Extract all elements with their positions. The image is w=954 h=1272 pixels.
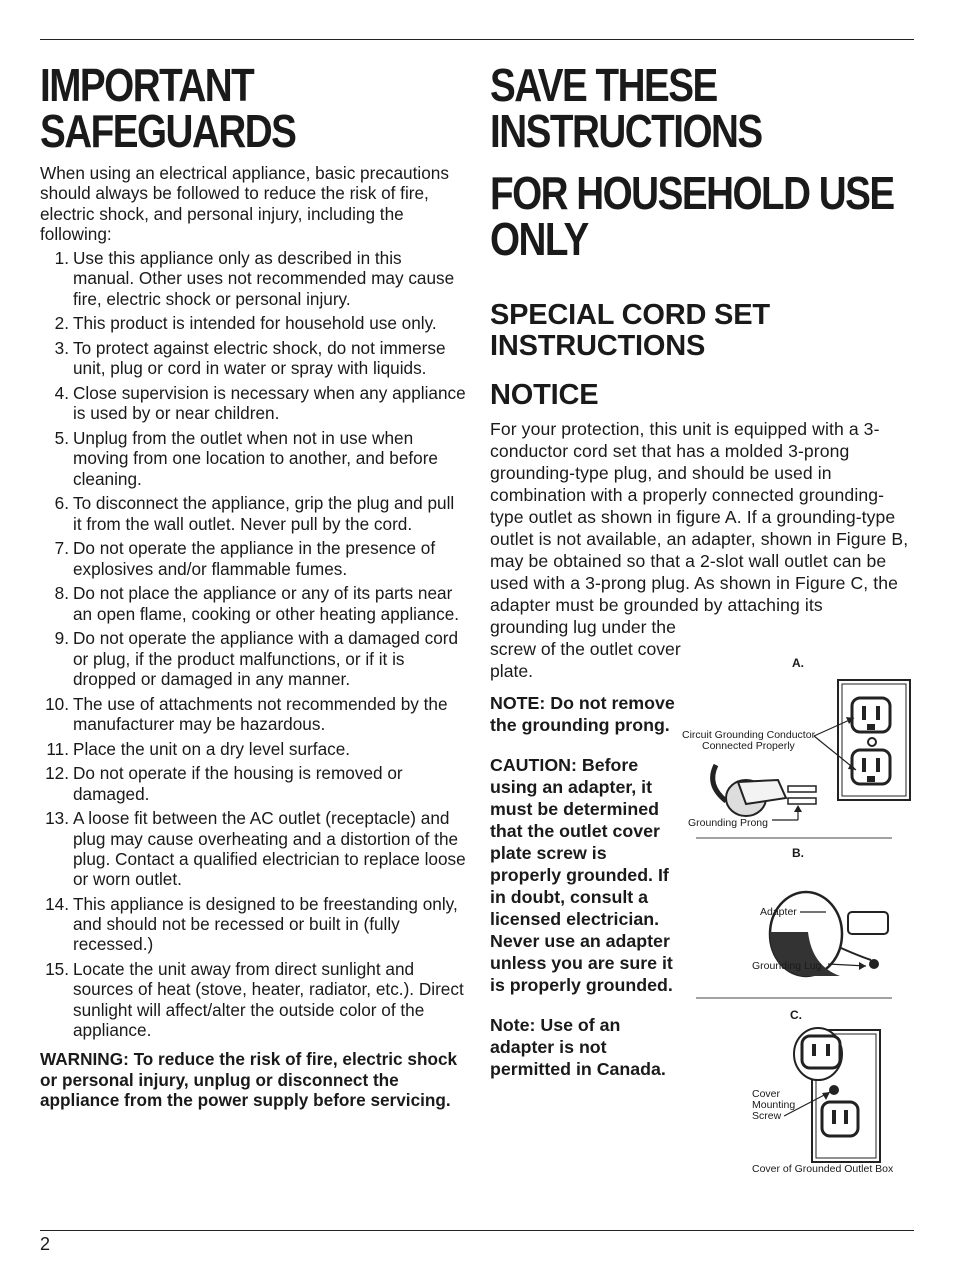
screw-label: Screw bbox=[752, 1110, 782, 1122]
safeguard-number: 3. bbox=[54, 338, 69, 359]
safeguard-text: Close supervision is necessary when any appliance is used by or near children. bbox=[73, 383, 466, 424]
safeguard-text: Do not place the appliance or any of its parts near an open flame, cooking or other heating appliance. bbox=[73, 583, 460, 624]
safeguard-number: 4. bbox=[54, 383, 69, 404]
outlet-figures bbox=[676, 650, 916, 1190]
safeguard-number: 2. bbox=[54, 313, 69, 334]
adapter-label: Adapter bbox=[760, 906, 797, 918]
safeguard-text: To protect against electric shock, do not immerse unit, plug or cord in water or spray with liquids. bbox=[73, 338, 446, 379]
safeguard-number: 8. bbox=[54, 583, 69, 604]
safeguard-item bbox=[40, 894, 466, 955]
safeguard-text: This product is intended for household use only. bbox=[73, 313, 437, 334]
safeguard-text: Do not operate if the housing is removed or damaged. bbox=[73, 763, 403, 804]
notice-heading: NOTICE bbox=[490, 379, 599, 411]
cord-set-heading: SPECIAL CORD SET INSTRUCTIONS bbox=[490, 299, 770, 362]
safeguard-number: 11. bbox=[46, 738, 69, 759]
cover-label: Cover bbox=[752, 1088, 781, 1100]
safeguard-text: The use of attachments not recommended by the manufacturer may be hazardous. bbox=[73, 693, 448, 734]
notice-continued: grounding lug under the screw of the outlet cover plate. bbox=[490, 617, 681, 681]
safeguard-item bbox=[40, 739, 466, 759]
grounding-prong-label: Grounding Prong bbox=[688, 817, 768, 829]
figure-c-label: C. bbox=[790, 1008, 802, 1022]
safeguard-item bbox=[40, 694, 466, 735]
safeguard-number: 13. bbox=[45, 808, 69, 829]
safeguard-item bbox=[40, 628, 466, 689]
safeguard-text: A loose fit between the AC outlet (receptacle) and plug may cause overheating and a distortion of the plug. Contact a qualified electrician to replace loose or worn outlet. bbox=[73, 808, 466, 890]
safeguards-list bbox=[40, 248, 466, 1040]
safeguard-number: 14. bbox=[45, 893, 69, 914]
safeguard-number: 15. bbox=[45, 959, 69, 980]
household-use-title: FOR HOUSEHOLD USE ONLY bbox=[490, 167, 894, 265]
caution-text: CAUTION: Before using an adapter, it must be determined that the outlet cover plate screw is properly grounded. If in doubt, consult a licensed electrician. Never use an adapter unless you are sure it is properly grounded. bbox=[490, 754, 673, 995]
safeguard-text: Use this appliance only as described in this manual. Other uses not recommended may cause fire, electric shock or personal injury. bbox=[73, 248, 455, 309]
safeguard-number: 5. bbox=[54, 428, 69, 449]
top-rule bbox=[40, 39, 914, 40]
safeguard-item bbox=[40, 248, 466, 309]
figure-c-installed bbox=[784, 1028, 880, 1162]
page-number: 2 bbox=[40, 1234, 51, 1254]
safeguard-item bbox=[40, 583, 466, 624]
safeguard-text: Place the unit on a dry level surface. bbox=[73, 738, 351, 759]
safeguards-title: IMPORTANT SAFEGUARDS bbox=[40, 59, 296, 157]
safeguards-intro: When using an electrical appliance, basic precautions should always be followed to reduce the risk of fire, electric shock, and personal injury, including the following: bbox=[40, 163, 449, 244]
safeguard-text: Do not operate the appliance in the presence of explosives and/or flammable fumes. bbox=[73, 538, 436, 579]
outlet-box-label: Cover of Grounded Outlet Box bbox=[752, 1163, 894, 1175]
important-safeguards-column bbox=[40, 59, 466, 1127]
safeguard-item bbox=[40, 808, 466, 889]
safeguard-text: Unplug from the outlet when not in use when moving from one location to another, and before cleaning. bbox=[73, 428, 438, 489]
save-instructions-title: SAVE THESE INSTRUCTIONS bbox=[490, 59, 762, 157]
safeguard-number: 9. bbox=[54, 628, 69, 649]
safeguard-item bbox=[40, 959, 466, 1040]
figure-b-label: B. bbox=[792, 846, 804, 860]
safeguard-item bbox=[40, 313, 466, 333]
safeguard-number: 1. bbox=[54, 248, 69, 269]
safeguard-number: 12. bbox=[45, 763, 69, 784]
safeguard-item bbox=[40, 493, 466, 534]
safeguard-text: To disconnect the appliance, grip the plug and pull it from the wall outlet. Never pull by the cord. bbox=[73, 493, 455, 534]
safeguard-number: 6. bbox=[54, 493, 69, 514]
bottom-rule bbox=[40, 1230, 914, 1231]
notice-text: For your protection, this unit is equipped with a 3-conductor cord set that has a molded 3-prong grounding-type plug, and should be used in combination with a properly connected grounding-type outlet as shown in figure A. If a grounding-type outlet is not available, an adapter, shown in Figure B, may be obtained so that a 2-slot wall outlet can be used with a 3-prong plug. As shown in Figure C, the adapter must be grounded by attaching its bbox=[490, 419, 909, 615]
safeguard-item bbox=[40, 538, 466, 579]
safeguard-text: This appliance is designed to be freestanding only, and should not be recessed or built in (fully recessed.) bbox=[73, 893, 458, 955]
mounting-label: Mounting bbox=[752, 1099, 796, 1111]
safeguard-text: Do not operate the appliance with a damaged cord or plug, if the product malfunctions, or if it is dropped or damaged in any manner. bbox=[73, 628, 459, 689]
canada-note: Note: Use of an adapter is not permitted in Canada. bbox=[490, 1014, 666, 1079]
safeguard-text: Locate the unit away from direct sunlight and sources of heat (stove, heater, radiator, etc.). Direct sunlight will affect/alter the outside color of the appliance. bbox=[73, 959, 464, 1041]
grounding-lug-label: Grounding Lug bbox=[752, 960, 822, 972]
safeguard-item bbox=[40, 338, 466, 379]
safeguard-number: 7. bbox=[54, 538, 69, 559]
warning-text: WARNING: To reduce the risk of fire, electric shock or personal injury, unplug or disconnect the appliance from the power supply before servicing. bbox=[40, 1049, 458, 1110]
conductor-label: Circuit Grounding Conductor bbox=[682, 729, 816, 741]
safeguard-item bbox=[40, 428, 466, 489]
safeguard-item bbox=[40, 383, 466, 424]
connected-label: Connected Properly bbox=[702, 740, 795, 752]
note-grounding-prong: NOTE: Do not remove the grounding prong. bbox=[490, 693, 675, 735]
safeguard-number: 10. bbox=[45, 693, 69, 714]
safeguard-item bbox=[40, 763, 466, 804]
figure-a-label: A. bbox=[792, 656, 804, 670]
